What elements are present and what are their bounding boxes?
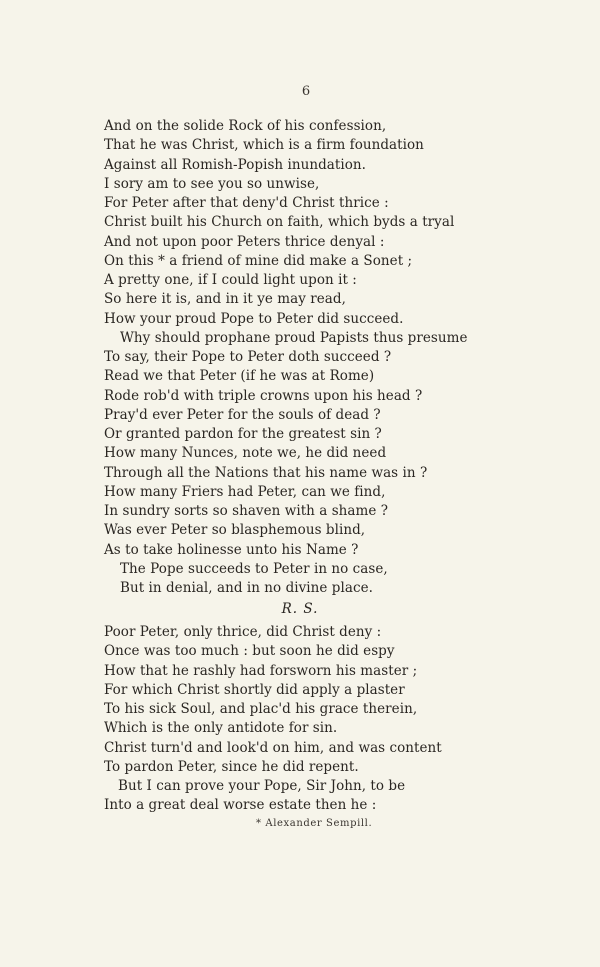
couplet-line: But in denial, and in no divine place.: [120, 580, 373, 596]
verse-line: Against all Romish-Popish inundation.: [104, 156, 367, 173]
verse-line: How many Nunces, note we, he did need: [104, 445, 387, 462]
verse-line: To pardon Peter, since he did repent.: [104, 758, 359, 775]
verse-line: To say, their Pope to Peter doth succeed ?: [104, 349, 392, 365]
couplet-line: The Pope succeeds to Peter in no case,: [120, 560, 388, 577]
signature-initials: R. S.: [281, 601, 319, 617]
verse-line: As to take holinesse unto his Name ?: [104, 541, 359, 558]
verse-line: Through all the Nations that his name was in ?: [104, 464, 428, 481]
verse-line: How your proud Pope to Peter did succeed.: [104, 310, 404, 327]
poem-part-2: [104, 623, 584, 816]
verse-line: Into a great deal worse estate then he :: [104, 797, 377, 814]
verse-line: For Peter after that deny'd Christ thrice :: [104, 195, 389, 211]
sonnet-first-line: Why should prophane proud Papists thus presume: [120, 329, 468, 346]
verse-line: Rode rob'd with triple crowns upon his head ?: [104, 387, 423, 404]
verse-line: A pretty one, if I could light upon it :: [104, 272, 357, 288]
verse-line: To his sick Soul, and plac'd his grace therein,: [104, 701, 418, 717]
verse-line: And on the solide Rock of his confession,: [104, 118, 387, 134]
verse-line: On this * a friend of mine did make a Sonet ;: [104, 252, 413, 269]
verse-line: In sundry sorts so shaven with a shame ?: [104, 503, 389, 519]
verse-line: But I can prove your Pope, Sir John, to be: [118, 778, 406, 794]
verse-line: Poor Peter, only thrice, did Christ deny :: [104, 624, 382, 640]
verse-line: Was ever Peter so blasphemous blind,: [104, 522, 366, 539]
page-number: 6: [301, 84, 311, 99]
verse-line: How that he rashly had forsworn his master ;: [104, 662, 418, 679]
verse-line: I sory am to see you so unwise,: [104, 175, 320, 192]
footnote: * Alexander Sempill.: [256, 818, 373, 829]
verse-line: Or granted pardon for the greatest sin ?: [104, 426, 382, 442]
verse-line: Christ turn'd and look'd on him, and was content: [104, 739, 442, 756]
poem-part-1: [104, 117, 584, 598]
verse-line: For which Christ shortly did apply a plaster: [104, 681, 405, 698]
verse-line: Pray'd ever Peter for the souls of dead ?: [104, 406, 381, 423]
verse-line: How many Friers had Peter, can we find,: [104, 483, 386, 500]
verse-line: That he was Christ, which is a firm foundation: [104, 137, 424, 154]
verse-line: Which is the only antidote for sin.: [104, 720, 338, 737]
verse-line: And not upon poor Peters thrice denyal :: [104, 233, 385, 250]
verse-line: Christ built his Church on faith, which byds a tryal: [104, 214, 455, 231]
verse-line: Read we that Peter (if he was at Rome): [104, 368, 375, 385]
verse-line: So here it is, and in it ye may read,: [104, 291, 346, 308]
verse-line: Once was too much : but soon he did espy: [104, 643, 395, 660]
